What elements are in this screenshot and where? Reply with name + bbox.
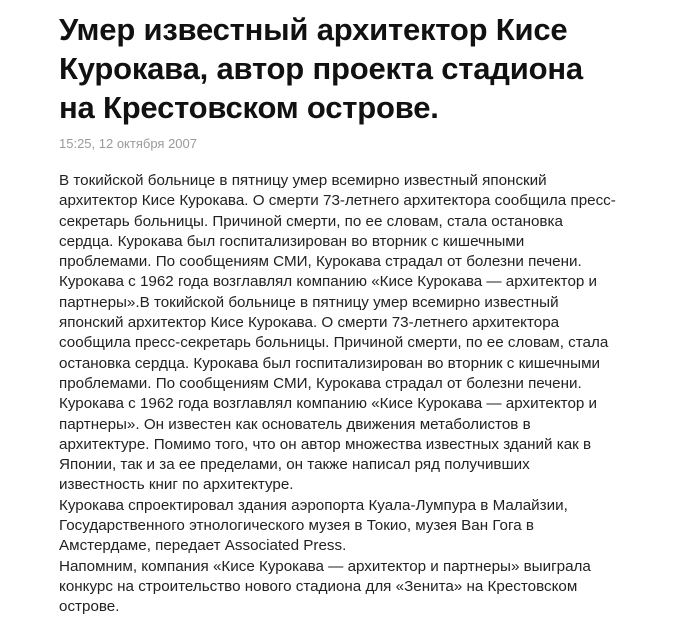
news-article: [59, 10, 619, 618]
article-paragraph: Курокава с 1962 года возглавлял компанию «Кисе Курокава — архитектор и партнеры». Он известен как основатель движения метаболистов в архитектуре. Помимо того, что он автор множества известных зданий как в Японии, так и за ее пределами, он также написал ряд получивших известность книг по архитектуре.: [59, 395, 598, 494]
article-body: [59, 171, 619, 618]
article-paragraph: Курокава спроектировал здания аэропорта Куала-Лумпура в Малайзии, Государственного этнологического музея в Токио, музея Ван Гога в Амстердаме, передает Associated Press.: [59, 496, 568, 555]
article-date: 15:25, 12 октября 2007: [59, 136, 197, 151]
article-paragraph: Напомним, компания «Кисе Курокава — архитектор и партнеры» выиграла конкурс на строительство нового стадиона для «Зенита» на Крестовском острове.: [59, 557, 591, 616]
article-title: Умер известный архитектор Кисе Курокава, автор проекта стадиона на Крестовском острове.: [59, 12, 583, 125]
article-paragraph: В токийской больнице в пятницу умер всемирно известный японский архитектор Кисе Курокава. О смерти 73-летнего архитектора сообщила пресс-секретарь больницы. Причиной смерти, по ее словам, стала остановка сердца. Курокава был госпитализирован во вторник с кишечными проблемами. По сообщениям СМИ, Курокава страдал от болезни печени.: [59, 172, 616, 271]
article-paragraph: Курокава с 1962 года возглавлял компанию «Кисе Курокава — архитектор и партнеры».В токийской больнице в пятницу умер всемирно известный японский архитектор Кисе Курокава. О смерти 73-летнего архитектора сообщила пресс-секретарь больницы. Причиной смерти, по ее словам, стала остановка сердца. Курокава был госпитализирован во вторник с кишечными проблемами. По сообщениям СМИ, Курокава страдал от болезни печени.: [59, 273, 609, 392]
